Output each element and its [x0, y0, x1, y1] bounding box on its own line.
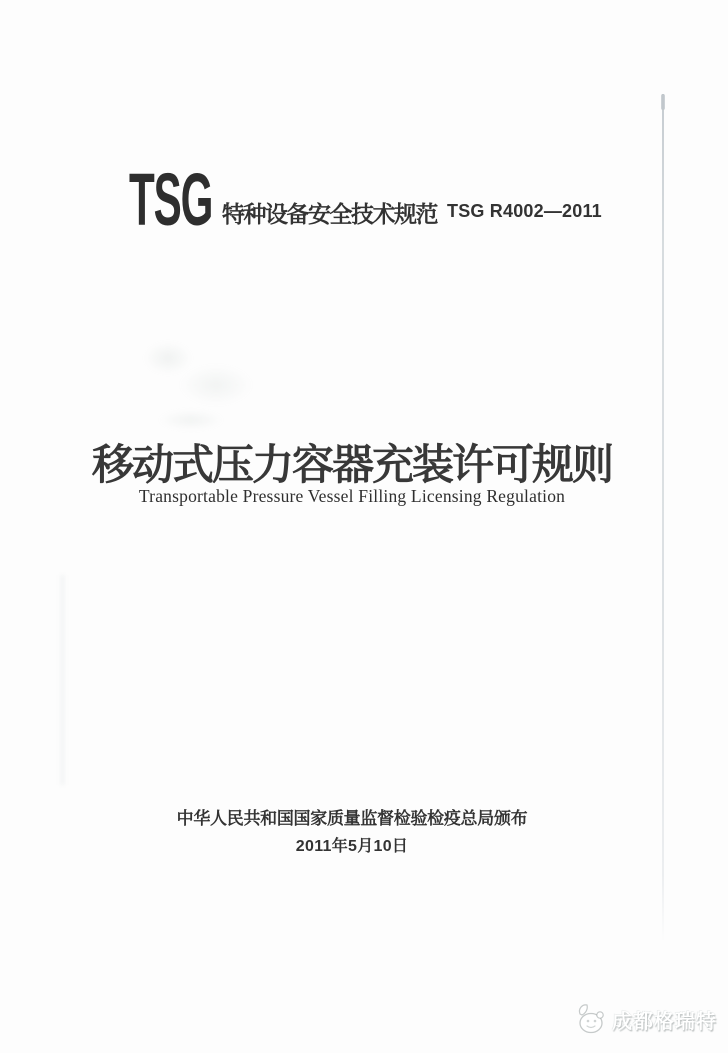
- publisher-line: 中华人民共和国国家质量监督检验检疫总局颁布: [176, 809, 528, 828]
- watermark: [574, 1002, 717, 1036]
- publish-date: 2011年5月10日: [295, 838, 409, 855]
- panda-logo-icon: [574, 1002, 607, 1036]
- document-title-english: Transportable Pressure Vessel Filling Licensing Regulation: [138, 486, 566, 506]
- bleed-through-mark: [136, 336, 200, 380]
- page-left-crease: [61, 575, 64, 785]
- bleed-through-mark: [148, 406, 234, 434]
- document-title-chinese: 移动式压力容器充装许可规则: [91, 441, 612, 488]
- bleed-through-mark: [168, 358, 264, 412]
- tsg-logo: TSG: [129, 158, 213, 241]
- spec-series-title: 特种设备安全技术规范: [222, 201, 437, 227]
- watermark-text: 成都格瑞特: [612, 1010, 717, 1033]
- document-number: TSG R4002—2011: [447, 201, 602, 221]
